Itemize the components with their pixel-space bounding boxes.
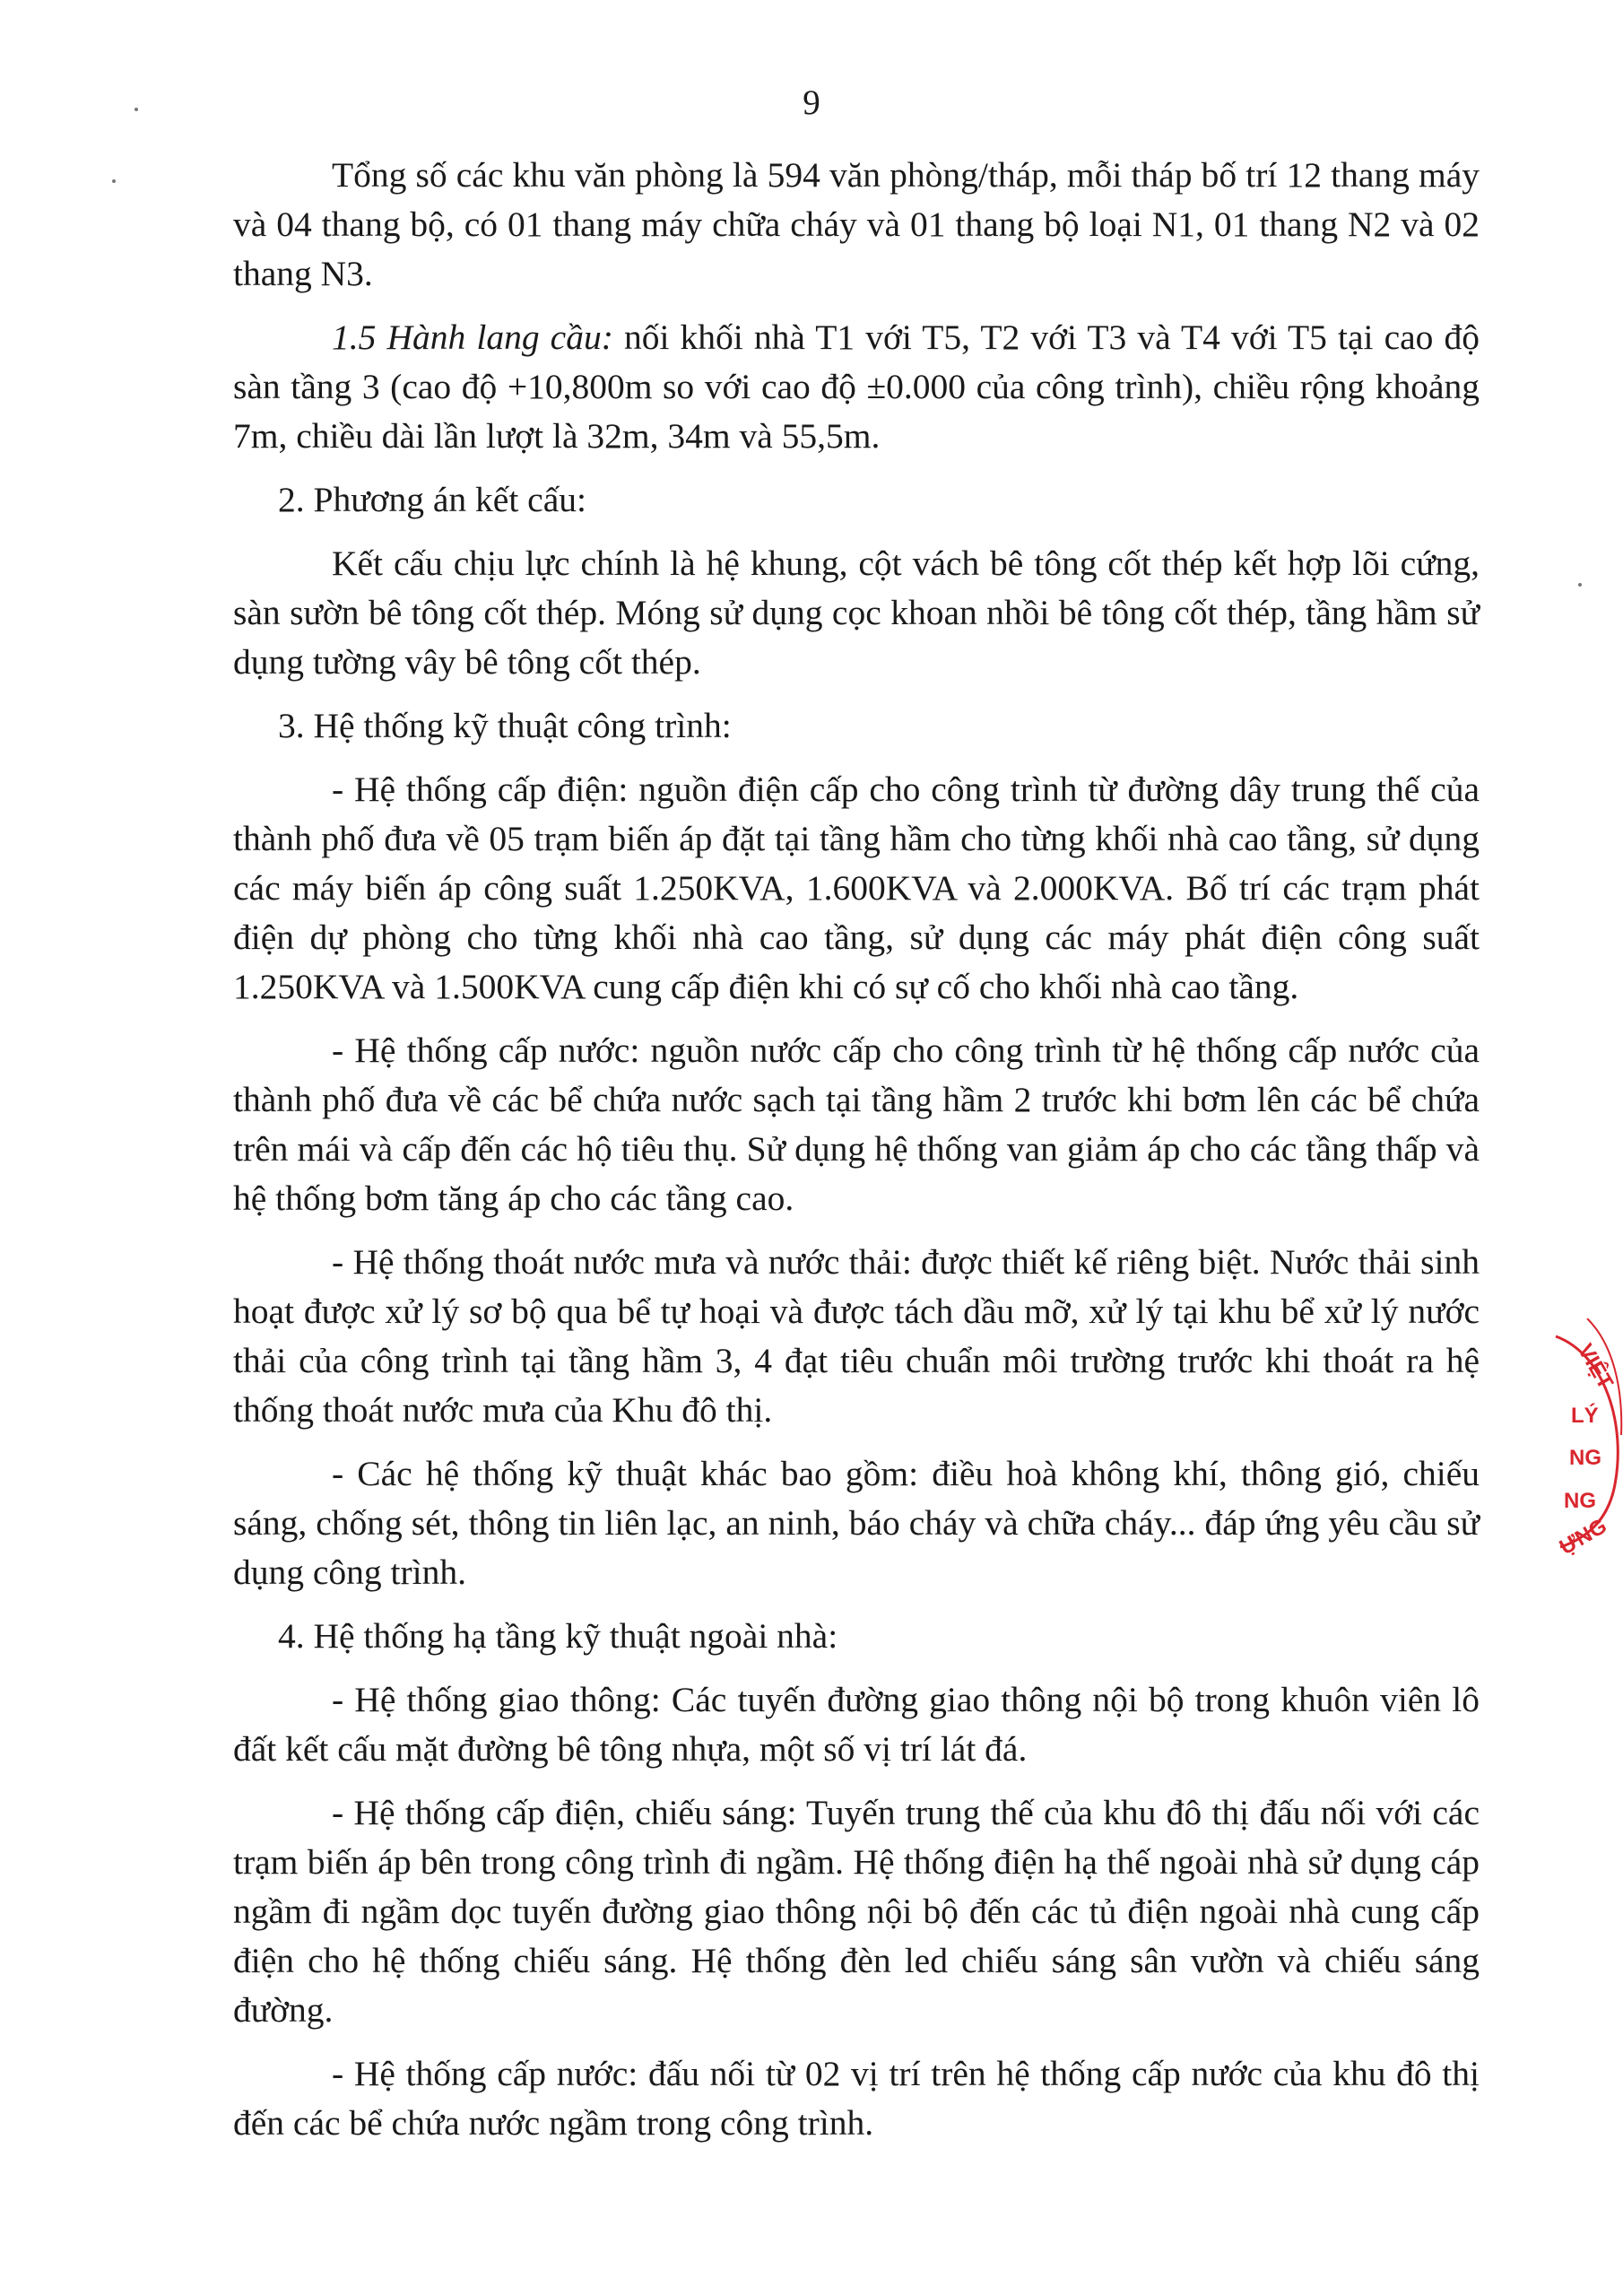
paragraph-traffic: - Hệ thống giao thông: Các tuyến đường giao thông nội bộ trong khuôn viên lô đất kết cấu mặt đường bê tông nhựa, một số vị trí lát đá. [233,1680,1480,1769]
seal-text-1: VIỆT [1573,1339,1619,1394]
scan-speck [1578,583,1582,587]
scan-speck [135,108,138,111]
paragraph-offices: Tổng số các khu văn phòng là 594 văn phòng/tháp, mỗi tháp bố trí 12 thang máy và 04 thang bộ, có 01 thang máy chữa cháy và 01 thang bộ loại N1, 01 thang N2 và 02 thang N3. [233,155,1480,293]
paragraph-structure: Kết cấu chịu lực chính là hệ khung, cột vách bê tông cốt thép kết hợp lõi cứng, sàn sườn bê tông cốt thép. Móng sử dụng cọc khoan nhồi bê tông cốt thép, tầng hầm sử dụng tường vây bê tông cốt thép. [233,544,1480,682]
scan-speck [112,179,116,183]
bridge-text: nối khối nhà T1 với T5, T2 với T3 và T4 với T5 tại cao độ sàn tầng 3 (cao độ +10,800m so với cao độ ±0.000 của công trình), chiều rộng khoảng 7m, chiều dài lần lượt là 32m, 34m và 55,5m. [233,317,1480,456]
paragraph-lighting: - Hệ thống cấp điện, chiếu sáng: Tuyến trung thế của khu đô thị đấu nối với các trạm biến áp bên trong công trình đi ngầm. Hệ thống điện hạ thế ngoài nhà sử dụng cáp ngầm đi ngầm dọc tuyến đường giao thông nội bộ đến các tủ điện ngoài nhà cung cấp điện cho hệ thống chiếu sáng. Hệ thống đèn led chiếu sáng sân vườn và chiếu sáng đường. [233,1793,1480,2030]
bridge-label: 1.5 Hành lang cầu: [332,317,613,357]
paragraph-water-supply: - Hệ thống cấp nước: nguồn nước cấp cho công trình từ hệ thống cấp nước của thành phố đưa về các bể chứa nước sạch tại tầng hầm 2 trước khi bơm lên các bể chứa trên mái và cấp đến các hộ tiêu thụ. Sử dụng hệ thống van giảm áp cho các tầng thấp và hệ thống bơm tăng áp cho các tầng cao. [233,1031,1480,1218]
paragraph-drainage: - Hệ thống thoát nước mưa và nước thải: được thiết kế riêng biệt. Nước thải sinh hoạt được xử lý sơ bộ qua bể tự hoại và được tách dầu mỡ, xử lý tại khu bể xử lý nước thải của công trình tại tầng hầm 3, 4 đạt tiêu chuẩn môi trường trước khi thoát ra hệ thống thoát nước mưa của Khu đô thị. [233,1242,1480,1430]
heading-technical-systems: 3. Hệ thống kỹ thuật công trình: [278,706,732,745]
seal-text-2: LÝ [1571,1404,1599,1428]
paragraph-other-systems: - Các hệ thống kỹ thuật khác bao gồm: điều hoà không khí, thông gió, chiếu sáng, chống sét, thông tin liên lạc, an ninh, báo cháy và chữa cháy... đáp ứng yêu cầu sử dụng công trình. [233,1454,1480,1592]
seal-text-3: NG [1569,1446,1601,1470]
heading-outdoor-infrastructure: 4. Hệ thống hạ tầng kỹ thuật ngoài nhà: [278,1616,838,1656]
seal-text-4: NG [1564,1489,1596,1513]
page-number: 9 [803,83,820,122]
seal-text-5: ỰNG [1555,1513,1611,1561]
document-body [233,151,1480,2162]
red-seal-stamp [1551,1318,1623,1561]
heading-structure: 2. Phương án kết cấu: [278,480,586,519]
paragraph-bridge [233,313,1480,461]
paragraph-outdoor-water: - Hệ thống cấp nước: đấu nối từ 02 vị trí trên hệ thống cấp nước của khu đô thị đến các bể chứa nước ngầm trong công trình. [233,2054,1480,2143]
paragraph-power-supply: - Hệ thống cấp điện: nguồn điện cấp cho công trình từ đường dây trung thế của thành phố đưa về 05 trạm biến áp đặt tại tầng hầm cho từng khối nhà cao tầng, sử dụng các máy biến áp công suất 1.250KVA, 1.600KVA và 2.000KVA. Bố trí các trạm phát điện dự phòng cho từng khối nhà cao tầng, sử dụng các máy phát điện công suất 1.250KVA và 1.500KVA cung cấp điện khi có sự cố cho khối nhà cao tầng. [233,770,1480,1006]
